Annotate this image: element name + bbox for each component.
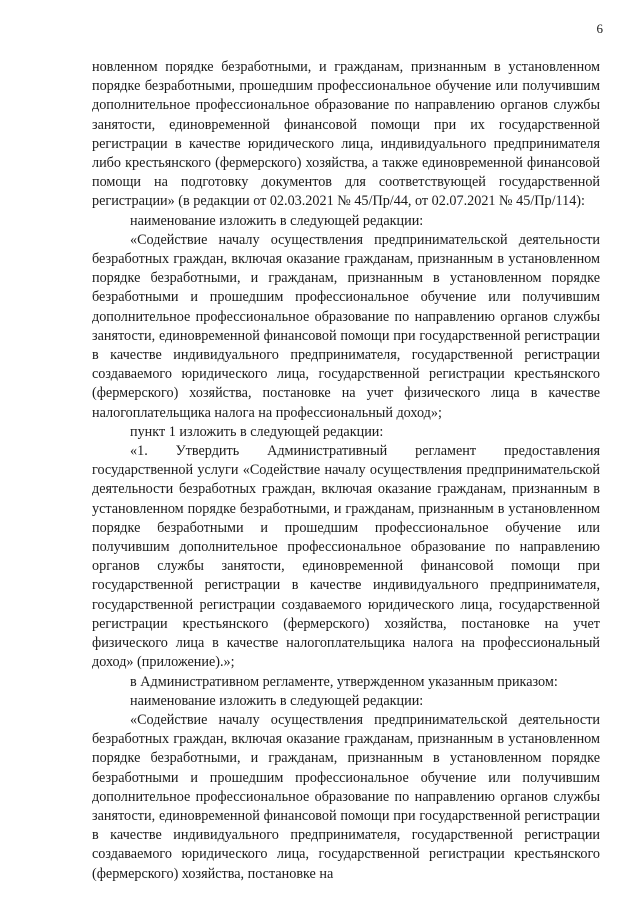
paragraph-title-instruction: наименование изложить в следующей редакции:: [130, 212, 424, 229]
paragraph-regulation-intro: в Административном регламенте, утвержденном указанным приказом:: [130, 673, 558, 690]
paragraph-point-instruction: пункт 1 изложить в следующей редакции:: [130, 423, 384, 440]
document-body: [92, 58, 600, 884]
paragraph-title-instruction-2: наименование изложить в следующей редакции:: [130, 692, 424, 709]
page-number: 6: [596, 21, 603, 36]
paragraph-continuation: новленном порядке безработными, и гражданам, признанным в установленном порядке безработными, прошедшим профессиональное обучение или получившим дополнительное профессиональное образование по направлению органов службы занятости, единовременной финансовой помощи при их государственной регистрации в качестве юридического лица, индивидуального предпринимателя либо крестьянского (фермерского) хозяйства, а также единовременной финансовой помощи на подготовку документов для соответствующей государственной регистрации» (в редакции от 02.03.2021 № 45/Пр/44, от 02.07.2021 № 45/Пр/114):: [92, 59, 600, 210]
paragraph-point-1: «1. Утвердить Административный регламент предоставления государственной услуги «Содействие началу осуществления предпринимательской деятельности безработных граждан, включая оказание гражданам, признанным в установленном порядке безработными, и гражданам, признанным в установленном порядке безработными и прошедшим профессиональное обучение или получившим дополнительное профессиональное образование по направлению органов службы занятости, единовременной финансовой помощи при государственной регистрации в качестве индивидуального предпринимателя, государственной регистрации создаваемого юридического лица, государственной регистрации крестьянского (фермерского) хозяйства, постановке на учет физического лица в качестве налогоплательщика налога на профессиональный доход» (приложение).»;: [92, 443, 600, 671]
paragraph-new-title-2: «Содействие началу осуществления предпринимательской деятельности безработных граждан, включая оказание гражданам, признанным в установленном порядке безработными, и гражданам, признанным в установленном порядке безработными и прошедшим профессиональное обучение или получившим дополнительное профессиональное образование по направлению органов службы занятости, единовременной финансовой помощи при государственной регистрации в качестве индивидуального предпринимателя, государственной регистрации создаваемого юридического лица, государственной регистрации крестьянского (фермерского) хозяйства, постановке на: [92, 711, 600, 882]
paragraph-new-title: «Содействие началу осуществления предпринимательской деятельности безработных граждан, включая оказание гражданам, признанным в установленном порядке безработными, и гражданам, признанным в установленном порядке безработными и прошедшим профессиональное обучение или получившим дополнительное профессиональное образование по направлению органов службы занятости, единовременной финансовой помощи при государственной регистрации в качестве индивидуального предпринимателя, государственной регистрации создаваемого юридического лица, государственной регистрации крестьянского (фермерского) хозяйства, постановке на учет физического лица в качестве налогоплательщика налога на профессиональный доход»;: [92, 231, 600, 421]
